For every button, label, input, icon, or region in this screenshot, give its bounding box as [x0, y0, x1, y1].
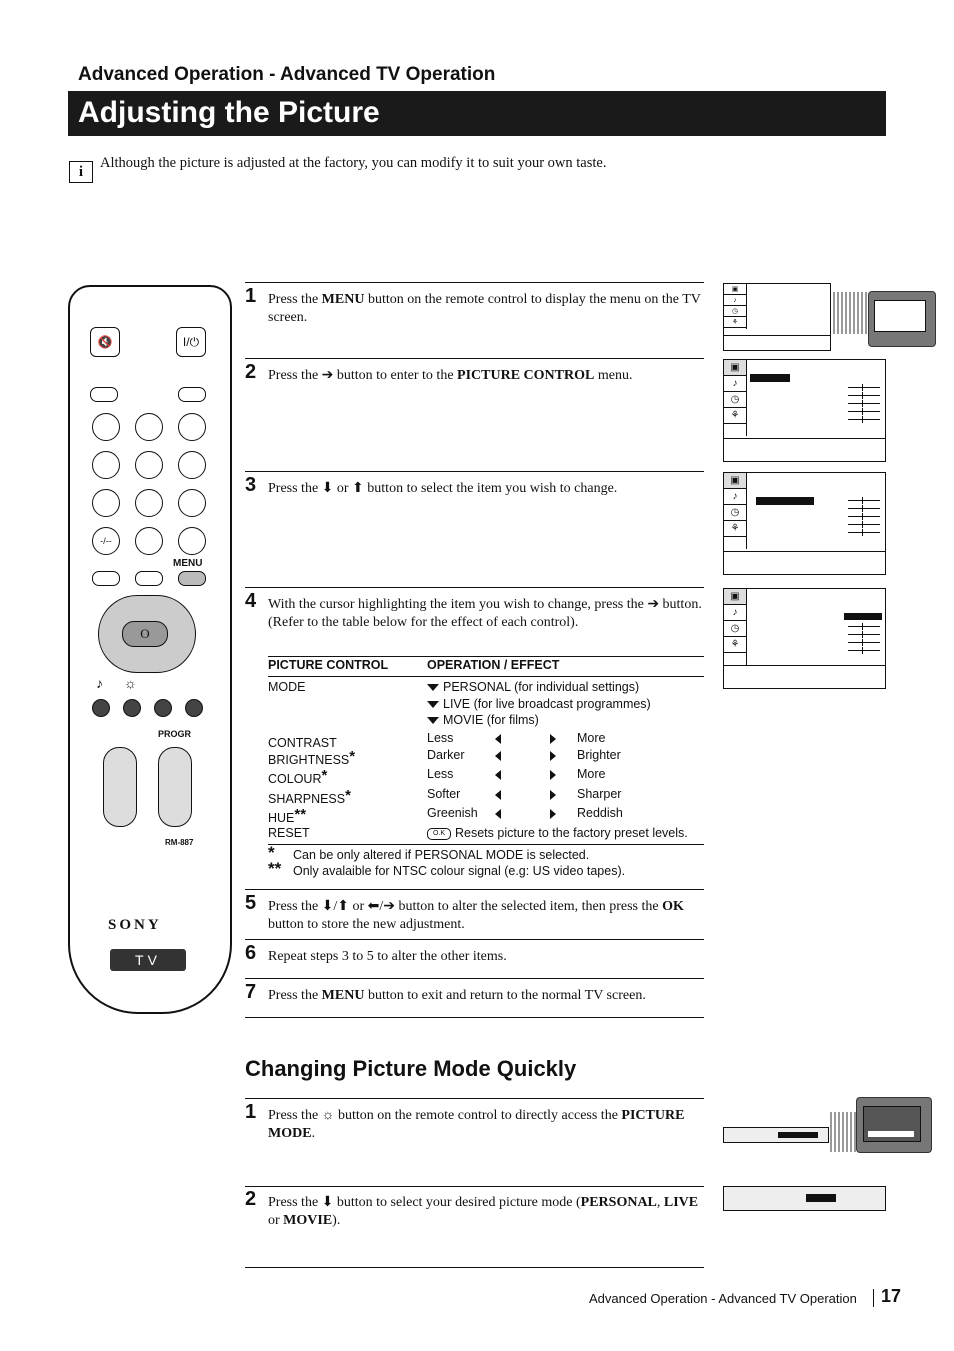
menu-footer — [724, 551, 885, 574]
page-title: Adjusting the Picture — [78, 96, 380, 129]
step-divider — [245, 939, 704, 940]
slider — [848, 500, 880, 501]
ok-button[interactable]: O — [122, 621, 168, 647]
slider — [848, 532, 880, 533]
control-name: SHARPNESS* — [268, 787, 351, 806]
step-text: Repeat steps 3 to 5 to alter the other items. — [268, 949, 507, 964]
control-left-effect: Less — [427, 731, 454, 745]
step-divider — [245, 587, 704, 588]
slider — [848, 626, 880, 627]
left-arrow-icon — [495, 809, 501, 819]
teletext-button[interactable] — [90, 387, 118, 402]
timer-menu-icon: ◷ — [724, 505, 746, 521]
digit-entry-button[interactable]: -/-- — [92, 527, 120, 555]
reset-text: Resets picture to the factory preset levels. — [455, 826, 688, 840]
intro-text: Although the picture is adjusted at the factory, you can modify it to suit your own taste. — [100, 155, 607, 171]
quick-step-2 — [245, 1188, 703, 1234]
mute-button[interactable]: 🔇 — [90, 327, 120, 357]
step-6 — [245, 942, 703, 968]
number-button-4[interactable] — [92, 451, 120, 479]
number-button-8[interactable] — [135, 489, 163, 517]
step-7 — [245, 981, 703, 1007]
mode-option: LIVE (for live broadcast programmes) — [427, 697, 651, 711]
step-divider — [245, 1186, 704, 1187]
note-mark: ** — [268, 859, 282, 878]
step-number: 6 — [245, 942, 257, 964]
left-arrow-icon — [495, 770, 501, 780]
footer-text: Advanced Operation - Advanced TV Operation — [589, 1291, 857, 1306]
setup-menu-icon: ⚘ — [724, 408, 746, 424]
menu-sidebar — [724, 589, 747, 665]
slider — [848, 508, 880, 509]
step-number: 1 — [245, 285, 257, 307]
tv-set-icon — [868, 291, 936, 347]
picture-menu-icon: ▣ — [724, 473, 746, 489]
right-arrow-icon — [550, 751, 556, 761]
info-icon: i — [69, 161, 93, 183]
highlight-bar — [806, 1194, 836, 1202]
left-arrow-icon — [495, 790, 501, 800]
tv-set-icon — [856, 1097, 932, 1153]
sound-mode-button[interactable] — [92, 699, 110, 717]
control-right-effect: Sharper — [577, 787, 622, 801]
step-divider — [245, 1267, 704, 1268]
mode-label: MODE — [268, 680, 306, 694]
slider — [848, 524, 880, 525]
step-text: Press the MENU button on the remote control to display the menu on the TV screen. — [268, 292, 701, 325]
position-button[interactable] — [185, 699, 203, 717]
table-top-rule — [268, 656, 704, 657]
step-text: Press the ⬇/⬆ or ⬅/➔ button to alter the selected item, then press the OK button to store the new adjustment. — [268, 899, 684, 932]
tv-mode-bar — [868, 1131, 914, 1137]
slider — [848, 387, 880, 388]
control-left-effect: Greenish — [427, 806, 478, 820]
menu-button[interactable] — [178, 571, 206, 586]
table-header-effect: OPERATION / EFFECT — [427, 658, 560, 672]
step-divider — [245, 471, 704, 472]
sound-menu-icon: ♪ — [724, 376, 746, 392]
control-left-effect: Less — [427, 767, 454, 781]
sound-menu-icon: ♪ — [724, 605, 746, 621]
slider — [848, 403, 880, 404]
menu-sidebar — [724, 473, 747, 549]
sound-menu-icon: ♪ — [724, 489, 746, 505]
footer-divider — [873, 1289, 874, 1307]
step-number: 1 — [245, 1101, 257, 1123]
step-divider — [245, 1017, 704, 1018]
step-number: 7 — [245, 981, 257, 1003]
control-name: COLOUR* — [268, 767, 328, 786]
step-5 — [245, 892, 703, 938]
mode-option: MOVIE (for films) — [427, 713, 539, 727]
control-name: CONTRAST — [268, 736, 337, 750]
slider — [848, 395, 880, 396]
step-text: With the cursor highlighting the item you wish to change, press the ➔ button. (Refer to the table below for the effect of each control). — [268, 597, 702, 630]
item-select-screen — [723, 472, 886, 575]
slider — [848, 642, 880, 643]
brand-logo: SONY — [108, 917, 162, 933]
step-number: 2 — [245, 361, 257, 383]
step-text: Press the MENU button to exit and return to the normal TV screen. — [268, 988, 646, 1003]
step-2 — [245, 361, 703, 387]
control-left-effect: Softer — [427, 787, 461, 801]
slider — [848, 516, 880, 517]
picture-mode-bar-large — [723, 1186, 886, 1211]
tv-screen — [863, 1106, 921, 1142]
menu-footer — [724, 335, 830, 350]
note-text: Only avalaible for NTSC colour signal (e.g: US video tapes). — [293, 864, 626, 878]
programme-rocker[interactable] — [158, 747, 192, 827]
text-button[interactable] — [135, 571, 163, 586]
step-divider — [245, 889, 704, 890]
slider — [848, 650, 880, 651]
down-arrow-icon — [427, 717, 439, 724]
right-arrow-icon — [550, 734, 556, 744]
right-arrow-icon — [550, 809, 556, 819]
step-text: Press the ➔ button to enter to the PICTURE CONTROL menu. — [268, 368, 633, 383]
picture-menu-icon: ▣ — [724, 360, 746, 376]
section-heading: Advanced Operation - Advanced TV Operation — [78, 64, 496, 85]
slider — [848, 419, 880, 420]
control-right-effect: Brighter — [577, 748, 621, 762]
timer-menu-icon: ◷ — [724, 392, 746, 408]
menu-sidebar — [724, 360, 747, 436]
number-button-0[interactable] — [135, 527, 163, 555]
step-divider — [245, 358, 704, 359]
table-header-control: PICTURE CONTROL — [268, 658, 389, 672]
number-button-2[interactable] — [135, 413, 163, 441]
setup-menu-icon: ⚘ — [724, 521, 746, 537]
number-button-6[interactable] — [178, 451, 206, 479]
number-button-7[interactable] — [92, 489, 120, 517]
control-left-effect: Darker — [427, 748, 465, 762]
step-4 — [245, 590, 703, 652]
progr-label: PROGR — [158, 729, 192, 739]
control-right-effect: More — [577, 731, 606, 745]
note-text: Can be only altered if PERSONAL MODE is selected. — [293, 848, 590, 862]
number-button-9[interactable] — [178, 489, 206, 517]
picture-menu-icon: ▣ — [724, 589, 746, 605]
picture-menu-icon: ▣ — [724, 284, 746, 295]
right-arrow-icon — [550, 790, 556, 800]
picture-mode-bar — [723, 1127, 829, 1143]
step-number: 4 — [245, 590, 257, 612]
setup-menu-icon: ⚘ — [724, 637, 746, 653]
clock-button[interactable] — [92, 571, 120, 586]
zoom-lines — [833, 292, 869, 334]
step-text: Press the ⬇ button to select your desired picture mode (PERSONAL, LIVE or MOVIE). — [268, 1195, 699, 1228]
highlight-bar — [756, 497, 814, 505]
page-number: 17 — [881, 1286, 902, 1306]
remote-control — [68, 285, 232, 1014]
number-button-1[interactable] — [92, 413, 120, 441]
step-number: 2 — [245, 1188, 257, 1210]
slider — [848, 411, 880, 412]
sound-menu-icon: ♪ — [724, 295, 746, 306]
subsection-title: Changing Picture Mode Quickly — [245, 1056, 577, 1081]
timer-menu-icon: ◷ — [724, 306, 746, 317]
power-button[interactable]: I/⏻ — [176, 327, 206, 357]
control-right-effect: More — [577, 767, 606, 781]
note-mark: * — [268, 843, 275, 862]
step-text: Press the ⬇ or ⬆ button to select the item you wish to change. — [268, 481, 618, 496]
slider — [848, 634, 880, 635]
model-label: RM-887 — [165, 838, 194, 847]
highlight-bar — [778, 1132, 818, 1138]
menu-screen-illustration — [723, 283, 831, 351]
menu-footer — [724, 665, 885, 688]
table-header-rule — [268, 676, 704, 677]
step-divider — [245, 978, 704, 979]
adjust-screen — [723, 588, 886, 689]
left-arrow-icon — [495, 751, 501, 761]
quick-step-1 — [245, 1101, 703, 1147]
control-name: BRIGHTNESS* — [268, 748, 356, 767]
jump-button[interactable] — [178, 527, 206, 555]
step-number: 5 — [245, 892, 257, 914]
ok-button-icon: O.K — [427, 828, 451, 840]
down-arrow-icon — [427, 684, 439, 691]
step-divider — [245, 1098, 704, 1099]
setup-menu-icon: ⚘ — [724, 317, 746, 328]
highlight-bar — [844, 613, 882, 620]
left-arrow-icon — [495, 734, 501, 744]
screen-mode-button[interactable] — [154, 699, 172, 717]
menu-label: MENU — [173, 558, 203, 569]
number-button-5[interactable] — [135, 451, 163, 479]
reset-label: RESET — [268, 826, 310, 840]
control-right-effect: Reddish — [577, 806, 623, 820]
number-button-3[interactable] — [178, 413, 206, 441]
menu-footer — [724, 438, 885, 461]
title-bar — [68, 91, 886, 136]
step-number: 3 — [245, 474, 257, 496]
picture-control-screen — [723, 359, 886, 462]
highlight-bar — [750, 374, 790, 382]
timer-menu-icon: ◷ — [724, 621, 746, 637]
down-arrow-icon — [427, 701, 439, 708]
control-name: HUE** — [268, 806, 307, 825]
step-divider — [245, 282, 704, 283]
sound-icon: ♪ — [96, 677, 103, 692]
volume-rocker[interactable] — [103, 747, 137, 827]
tv-screen — [874, 300, 926, 332]
picture-icon: ☼ — [124, 677, 137, 692]
tv-label: TV — [110, 949, 186, 971]
step-text: Press the ☼ button on the remote control to directly access the PICTURE MODE. — [268, 1108, 685, 1141]
input-button[interactable] — [178, 387, 206, 402]
right-arrow-icon — [550, 770, 556, 780]
picture-mode-button[interactable] — [123, 699, 141, 717]
step-3 — [245, 474, 703, 500]
step-1 — [245, 285, 703, 331]
table-bottom-rule — [268, 844, 704, 845]
mode-option: PERSONAL (for individual settings) — [427, 680, 639, 694]
menu-sidebar — [724, 284, 747, 329]
